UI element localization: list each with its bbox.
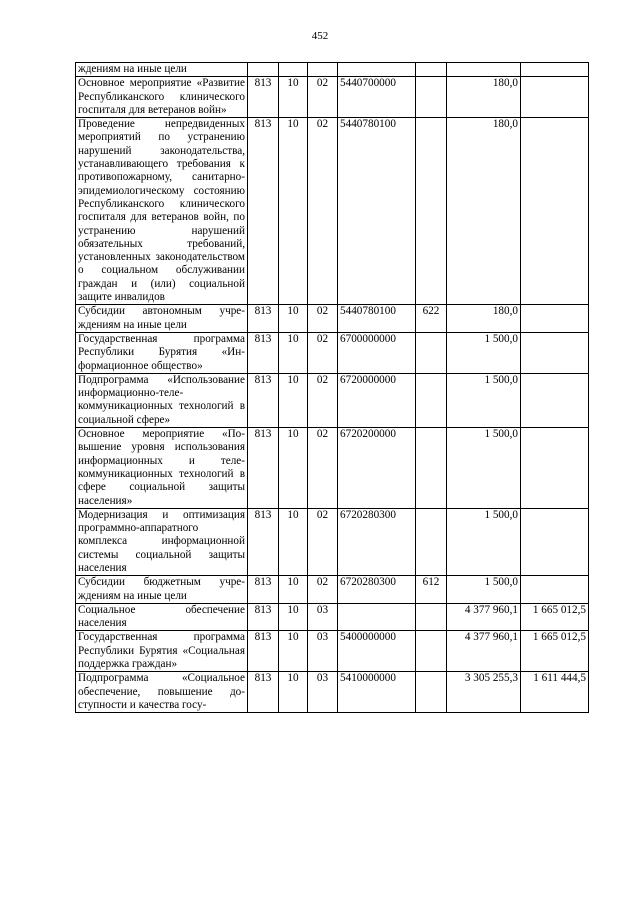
amount-2-cell [521, 332, 589, 373]
ministry-code-cell: 813 [248, 576, 279, 604]
target-article-cell: 6720280300 [338, 508, 416, 575]
table-row [76, 373, 589, 427]
amount-2-cell [521, 63, 589, 77]
amount-1-cell: 180,0 [447, 118, 521, 305]
section-code-cell: 10 [279, 603, 308, 631]
row-name-cell: Основное мероприятие «Развитие Республиканского клинического госпиталя для ветеранов войн» [76, 77, 248, 118]
ministry-code-cell: 813 [248, 305, 279, 333]
row-name-cell: Субсидии автономным учреждениям на иные цели [76, 305, 248, 333]
section-code-cell: 10 [279, 508, 308, 575]
amount-2-cell [521, 77, 589, 118]
amount-1-cell: 1 500,0 [447, 373, 521, 427]
target-article-cell [338, 63, 416, 77]
amount-1-cell: 1 500,0 [447, 508, 521, 575]
section-code-cell: 10 [279, 305, 308, 333]
amount-1-cell [447, 63, 521, 77]
section-code-cell: 10 [279, 576, 308, 604]
amount-1-cell: 3 305 255,3 [447, 672, 521, 713]
expense-type-cell [416, 63, 447, 77]
table-row [76, 428, 589, 509]
amount-1-cell: 1 500,0 [447, 428, 521, 509]
ministry-code-cell [248, 63, 279, 77]
section-code-cell: 10 [279, 373, 308, 427]
table-row [76, 77, 589, 118]
table-row [76, 332, 589, 373]
expense-type-cell [416, 373, 447, 427]
ministry-code-cell: 813 [248, 118, 279, 305]
subsection-code-cell: 02 [308, 428, 338, 509]
amount-2-cell: 1 665 012,5 [521, 631, 589, 672]
table-row [76, 508, 589, 575]
amount-2-cell [521, 373, 589, 427]
table-row [76, 672, 589, 713]
expense-type-cell [416, 603, 447, 631]
ministry-code-cell: 813 [248, 332, 279, 373]
row-name-cell: Государственная программа Республики Бурятия «Социальная поддержка граждан» [76, 631, 248, 672]
ministry-code-cell: 813 [248, 77, 279, 118]
amount-1-cell: 1 500,0 [447, 576, 521, 604]
row-name-cell: Государственная программа Республики Бурятия «Информационное общество» [76, 332, 248, 373]
target-article-cell: 6700000000 [338, 332, 416, 373]
target-article-cell: 5440780100 [338, 118, 416, 305]
row-name-cell: Подпрограмма «Социальное обеспечение, повышение доступности и качества госу- [76, 672, 248, 713]
subsection-code-cell: 02 [308, 508, 338, 575]
ministry-code-cell: 813 [248, 508, 279, 575]
ministry-code-cell: 813 [248, 603, 279, 631]
expense-type-cell: 612 [416, 576, 447, 604]
row-name-cell: Проведение непредвиденных мероприятий по устранению нарушений законодательства, устанавливающего требования к противопожарному, санитарно-эпидемиологическому состоянию Республиканского клинического госпиталя для ветеранов войн, по устранению нарушений обязательных требований, установленных законодательством о социальном обслуживании граждан и (или) социальной защите инвалидов [76, 118, 248, 305]
amount-2-cell [521, 118, 589, 305]
ministry-code-cell: 813 [248, 428, 279, 509]
target-article-cell: 5400000000 [338, 631, 416, 672]
target-article-cell: 5440780100 [338, 305, 416, 333]
table-row [76, 576, 589, 604]
section-code-cell: 10 [279, 631, 308, 672]
section-code-cell [279, 63, 308, 77]
table-row [76, 118, 589, 305]
row-name-cell: Основное мероприятие «Повышение уровня использования информационных и телекоммуникационных технологий в сфере социальной защиты населения» [76, 428, 248, 509]
expense-type-cell [416, 332, 447, 373]
section-code-cell: 10 [279, 672, 308, 713]
expense-type-cell [416, 508, 447, 575]
expense-type-cell [416, 631, 447, 672]
subsection-code-cell: 02 [308, 576, 338, 604]
page-number: 452 [311, 30, 329, 42]
expense-type-cell [416, 118, 447, 305]
amount-2-cell: 1 611 444,5 [521, 672, 589, 713]
subsection-code-cell: 03 [308, 631, 338, 672]
amount-2-cell [521, 305, 589, 333]
subsection-code-cell [308, 63, 338, 77]
row-name-cell: Модернизация и оптимизация программно-аппаратного комплекса информационной системы социальной защиты населения [76, 508, 248, 575]
section-code-cell: 10 [279, 118, 308, 305]
amount-1-cell: 4 377 960,1 [447, 603, 521, 631]
amount-2-cell [521, 508, 589, 575]
amount-1-cell: 4 377 960,1 [447, 631, 521, 672]
section-code-cell: 10 [279, 428, 308, 509]
amount-2-cell: 1 665 012,5 [521, 603, 589, 631]
row-name-cell: Субсидии бюджетным учреждениям на иные цели [76, 576, 248, 604]
amount-1-cell: 180,0 [447, 305, 521, 333]
amount-2-cell [521, 576, 589, 604]
target-article-cell: 6720000000 [338, 373, 416, 427]
subsection-code-cell: 02 [308, 77, 338, 118]
table-row [76, 305, 589, 333]
ministry-code-cell: 813 [248, 672, 279, 713]
table-row [76, 63, 589, 77]
section-code-cell: 10 [279, 77, 308, 118]
row-name-cell: Социальное обеспечение населения [76, 603, 248, 631]
expense-type-cell [416, 77, 447, 118]
row-name-cell: ждениям на иные цели [76, 63, 248, 77]
table-row [76, 603, 589, 631]
subsection-code-cell: 02 [308, 332, 338, 373]
subsection-code-cell: 02 [308, 118, 338, 305]
ministry-code-cell: 813 [248, 373, 279, 427]
expense-type-cell [416, 672, 447, 713]
amount-1-cell: 1 500,0 [447, 332, 521, 373]
ministry-code-cell: 813 [248, 631, 279, 672]
target-article-cell: 6720200000 [338, 428, 416, 509]
budget-table [75, 62, 589, 713]
subsection-code-cell: 03 [308, 603, 338, 631]
expense-type-cell: 622 [416, 305, 447, 333]
table-body [76, 63, 589, 713]
row-name-cell: Подпрограмма «Использование информационно-телекоммуникационных технологий в социальной сфере» [76, 373, 248, 427]
subsection-code-cell: 03 [308, 672, 338, 713]
target-article-cell: 5410000000 [338, 672, 416, 713]
target-article-cell: 5440700000 [338, 77, 416, 118]
amount-2-cell [521, 428, 589, 509]
section-code-cell: 10 [279, 332, 308, 373]
target-article-cell [338, 603, 416, 631]
target-article-cell: 6720280300 [338, 576, 416, 604]
amount-1-cell: 180,0 [447, 77, 521, 118]
expense-type-cell [416, 428, 447, 509]
subsection-code-cell: 02 [308, 373, 338, 427]
table-row [76, 631, 589, 672]
subsection-code-cell: 02 [308, 305, 338, 333]
